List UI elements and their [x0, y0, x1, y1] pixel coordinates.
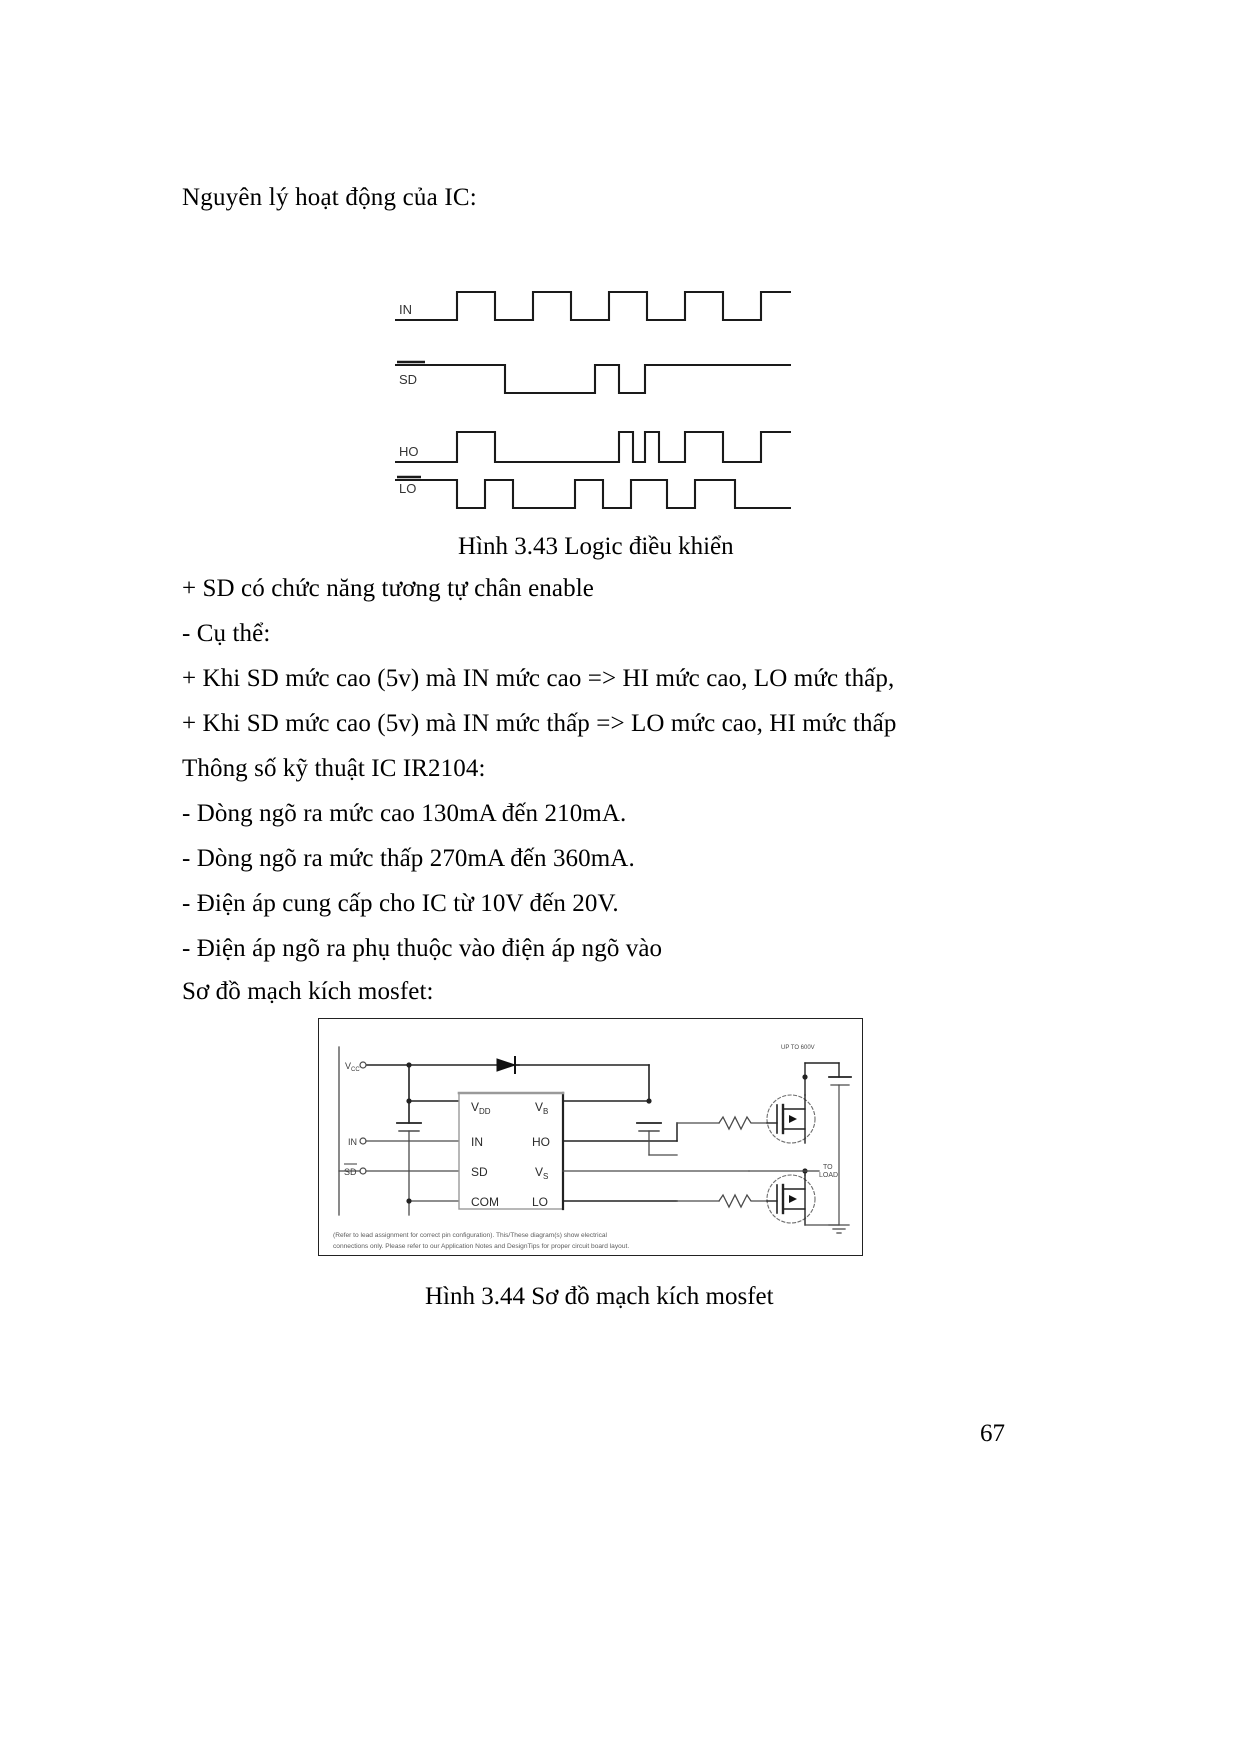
label-to-load: TO	[823, 1164, 833, 1171]
svg-text:LOAD: LOAD	[819, 1172, 839, 1179]
paragraph-cu-the: - Cụ thể:	[182, 620, 271, 647]
schematic-footnote-line2: connections only. Please refer to our Application Notes and DesignTips for proper circuit board layout.	[333, 1243, 630, 1250]
pin-label-sd: SD	[471, 1165, 488, 1179]
pin-label-vs: $V_S$	[535, 1165, 549, 1181]
pin-label-lo: LO	[532, 1195, 549, 1209]
paragraph-sd-high-in-low: + Khi SD mức cao (5v) mà IN mức thấp => LO mức cao, HI mức thấp	[182, 710, 897, 737]
figure-caption-3-44: Hình 3.44 Sơ đồ mạch kích mosfet	[425, 1283, 774, 1310]
pin-label-vdd: $V_{DD}$	[471, 1100, 491, 1116]
paragraph-specs-heading: Thông số kỹ thuật IC IR2104:	[182, 755, 486, 782]
signal-label-in: IN	[399, 302, 412, 317]
label-up-to-600v: UP TO 600V	[781, 1045, 815, 1051]
schematic-footnote-line1: (Refer to lead assignment for correct pin configuration). This/These diagram(s) show electrical	[333, 1232, 608, 1239]
paragraph-sd-enable: + SD có chức năng tương tự chân enable	[182, 575, 594, 602]
pin-label-com: COM	[471, 1195, 499, 1209]
pin-label-in: IN	[471, 1135, 483, 1149]
label-in-source: IN	[348, 1137, 357, 1147]
page-number: 67	[980, 1420, 1005, 1447]
timing-diagram-fig-3-43	[395, 250, 795, 515]
label-sd-source: SD	[344, 1167, 357, 1177]
signal-label-ho: HO	[399, 444, 419, 459]
label-vcc-source: $V_{CC}$	[345, 1061, 360, 1073]
paragraph-spec-output-voltage: - Điện áp ngõ ra phụ thuộc vào điện áp ngõ vào	[182, 935, 663, 962]
intro-line: Nguyên lý hoạt động của IC:	[182, 184, 477, 211]
paragraph-spec-high-current: - Dòng ngõ ra mức cao 130mA đến 210mA.	[182, 800, 627, 827]
paragraph-sd-high-in-high: + Khi SD mức cao (5v) mà IN mức cao => HI mức cao, LO mức thấp,	[182, 665, 895, 692]
paragraph-spec-low-current: - Dòng ngõ ra mức thấp 270mA đến 360mA.	[182, 845, 635, 872]
schematic-fig-3-44	[318, 1018, 863, 1256]
signal-label-sd: SD	[399, 372, 418, 387]
paragraph-schematic-heading: Sơ đồ mạch kích mosfet:	[182, 978, 434, 1005]
paragraph-spec-supply-voltage: - Điện áp cung cấp cho IC từ 10V đến 20V.	[182, 890, 619, 917]
signal-label-lo: LO	[399, 481, 417, 496]
pin-label-ho: HO	[532, 1135, 550, 1149]
pin-label-vb: $V_B$	[535, 1100, 549, 1116]
figure-caption-3-43: Hình 3.43 Logic điều khiển	[458, 533, 734, 560]
